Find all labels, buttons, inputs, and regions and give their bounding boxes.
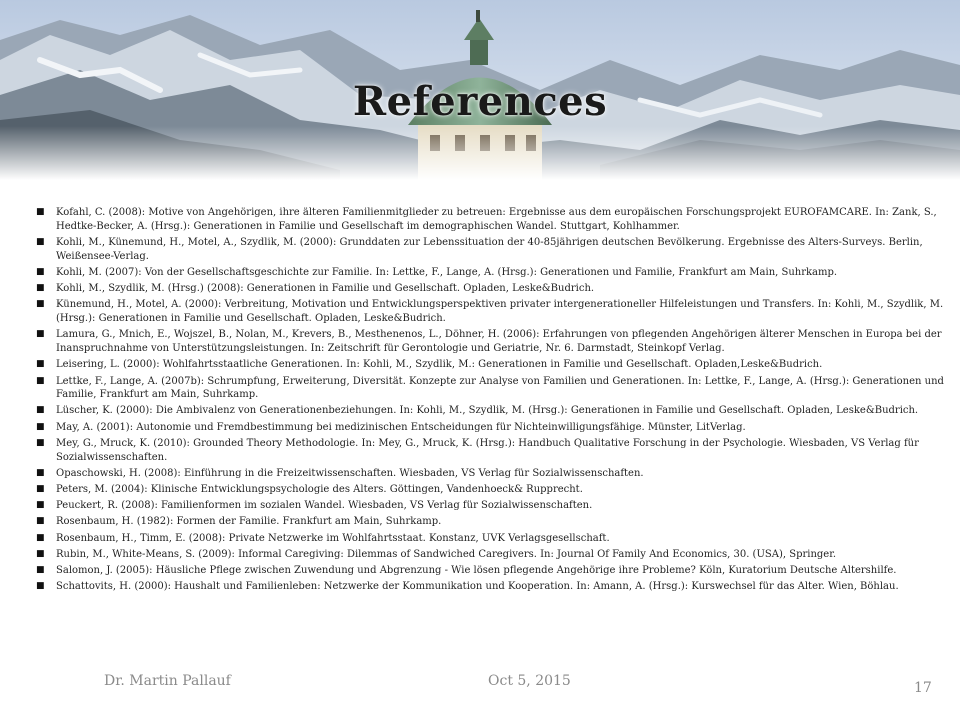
page-number: 17 (914, 680, 932, 696)
reference-item (36, 499, 950, 513)
square-bullet-icon: ■ (36, 207, 45, 217)
square-bullet-icon: ■ (36, 359, 45, 370)
reference-text: Mey, G., Mruck, K. (2010): Grounded Theory Methodologie. In: Mey, G., Mruck, K. (Hrsg.): Handbuch Qualitative Forschung in der Psychologie. Wiesbaden, VS Verlag für Sozialwissenschaften. (56, 437, 919, 463)
square-bullet-icon: ■ (36, 500, 45, 511)
reference-text: Kohli, M., Künemund, H., Motel, A., Szydlik, M. (2000): Grunddaten zur Lebenssituation der 40-85jährigen deutschen Bevölkerung. Ergebnisse des Alters-Surveys. Berlin, Weißensee-Verlag. (56, 236, 923, 262)
reference-text: May, A. (2001): Autonomie und Fremdbestimmung bei medizinischen Entscheidungen für Nichteinwilligungsfähige. Münster, LitVerlag. (56, 421, 746, 433)
square-bullet-icon: ■ (36, 532, 45, 543)
square-bullet-icon: ■ (36, 236, 45, 247)
square-bullet-icon: ■ (36, 581, 45, 592)
reference-text: Kofahl, C. (2008): Motive von Angehörigen, ihre älteren Familienmitglieder zu betreuen: Ergebnisse aus dem europäischen Forschungsprojekt EUROFAMCARE. In: Zank, S., Hedtke-Becker, A. (Hrsg.): Generationen in Familie und Gesellschaft im demographischen Wandel. Stuttgart, Kohlhammer. (56, 207, 937, 232)
reference-item (36, 298, 950, 326)
slide-title: References (352, 78, 608, 125)
reference-item (36, 532, 950, 546)
square-bullet-icon: ■ (36, 266, 45, 277)
reference-text: Rosenbaum, H. (1982): Formen der Familie. Frankfurt am Main, Suhrkamp. (56, 516, 442, 528)
reference-text: Lamura, G., Mnich, E., Wojszel, B., Nolan, M., Krevers, B., Mesthenenos, L., Döhner, H. (2006): Erfahrungen von pflegenden Angehörigen älterer Menschen in Europa bei der Inanspruchnahme von Unterstützungsleistungen. In: Zeitschrift für Gerontologie und Geriatrie, Nr. 6. Darmstadt, Steinkopf Verlag. (56, 329, 942, 355)
reference-item (36, 375, 950, 403)
reference-item (36, 483, 950, 497)
square-bullet-icon: ■ (36, 283, 45, 294)
square-bullet-icon: ■ (36, 405, 45, 416)
reference-item (36, 421, 950, 435)
square-bullet-icon: ■ (36, 484, 45, 495)
reference-text: Salomon, J. (2005): Häusliche Pflege zwischen Zuwendung und Abgrenzung - Wie lösen pflegende Angehörige ihre Probleme? Köln, Kuratorium Deutsche Altershilfe. (56, 564, 897, 576)
reference-text: Peters, M. (2004): Klinische Entwicklungspsychologie des Alters. Göttingen, Vandenhoeck& Rupprecht. (56, 484, 583, 496)
square-bullet-icon: ■ (36, 299, 45, 310)
square-bullet-icon: ■ (36, 375, 45, 386)
reference-item (36, 328, 950, 356)
reference-item (36, 548, 950, 562)
reference-item (36, 515, 950, 529)
reference-item (36, 564, 950, 578)
reference-text: Leisering, L. (2000): Wohlfahrtsstaatliche Generationen. In: Kohli, M., Szydlik, M.: Generationen in Familie und Gesellschaft. Opladen,Leske&Budrich. (56, 359, 823, 371)
reference-item (36, 467, 950, 481)
footer-author: Dr. Martin Pallauf (104, 673, 231, 689)
square-bullet-icon: ■ (36, 516, 45, 527)
reference-item (36, 358, 950, 372)
reference-text: Kohli, M., Szydlik, M. (Hrsg.) (2008): Generationen in Familie und Gesellschaft. Opladen, Leske&Budrich. (56, 283, 595, 295)
square-bullet-icon: ■ (36, 421, 45, 432)
reference-text: Lüscher, K. (2000): Die Ambivalenz von Generationenbeziehungen. In: Kohli, M., Szydlik, M. (Hrsg.): Generationen in Familie und Gesellschaft. Opladen, Leske&Budrich. (56, 405, 919, 417)
reference-text: Rubin, M., White-Means, S. (2009): Informal Caregiving: Dilemmas of Sandwiched Caregivers. In: Journal Of Family And Economics, 30. (USA), Springer. (56, 548, 837, 560)
reference-text: Künemund, H., Motel, A. (2000): Verbreitung, Motivation und Entwicklungsperspektiven privater intergenerationeller Hilfeleistungen und Transfers. In: Kohli, M., Szydlik, M. (Hrsg.): Generationen in Familie und Gesellschaft. Opladen, Leske&Budrich. (56, 299, 944, 325)
square-bullet-icon: ■ (36, 564, 45, 575)
reference-item (36, 266, 950, 280)
reference-item (36, 282, 950, 296)
reference-text: Schattovits, H. (2000): Haushalt und Familienleben: Netzwerke der Kommunikation und Kooperation. In: Amann, A. (Hrsg.): Kurswechsel für das Alter. Wien, Böhlau. (56, 581, 899, 593)
reference-text: Peuckert, R. (2008): Familienformen im sozialen Wandel. Wiesbaden, VS Verlag für Sozialwissenschaften. (56, 500, 593, 512)
reference-item (36, 206, 950, 234)
reference-text: Opaschowski, H. (2008): Einführung in die Freizeitwissenschaften. Wiesbaden, VS Verlag für Sozialwissenschaften. (56, 467, 644, 479)
reference-text: Rosenbaum, H., Timm, E. (2008): Private Netzwerke im Wohlfahrtsstaat. Konstanz, UVK Verlagsgesellschaft. (56, 532, 610, 544)
reference-item (36, 404, 950, 418)
square-bullet-icon: ■ (36, 467, 45, 478)
reference-item (36, 580, 950, 594)
reference-item (36, 236, 950, 264)
square-bullet-icon: ■ (36, 437, 45, 448)
square-bullet-icon: ■ (36, 329, 45, 340)
footer-date: Oct 5, 2015 (488, 673, 571, 689)
reference-text: Lettke, F., Lange, A. (2007b): Schrumpfung, Erweiterung, Diversität. Konzepte zur Analyse von Familien und Generationen. In: Lettke, F., Lange, A. (Hrsg.): Generationen und Familie, Frankfurt am Main, Suhrkamp. (56, 375, 944, 401)
reference-item (36, 437, 950, 465)
reference-list (36, 206, 950, 596)
square-bullet-icon: ■ (36, 548, 45, 559)
reference-text: Kohli, M. (2007): Von der Gesellschaftsgeschichte zur Familie. In: Lettke, F., Lange, A. (Hrsg.): Generationen und Familie, Frankfurt am Main, Suhrkamp. (56, 266, 838, 278)
